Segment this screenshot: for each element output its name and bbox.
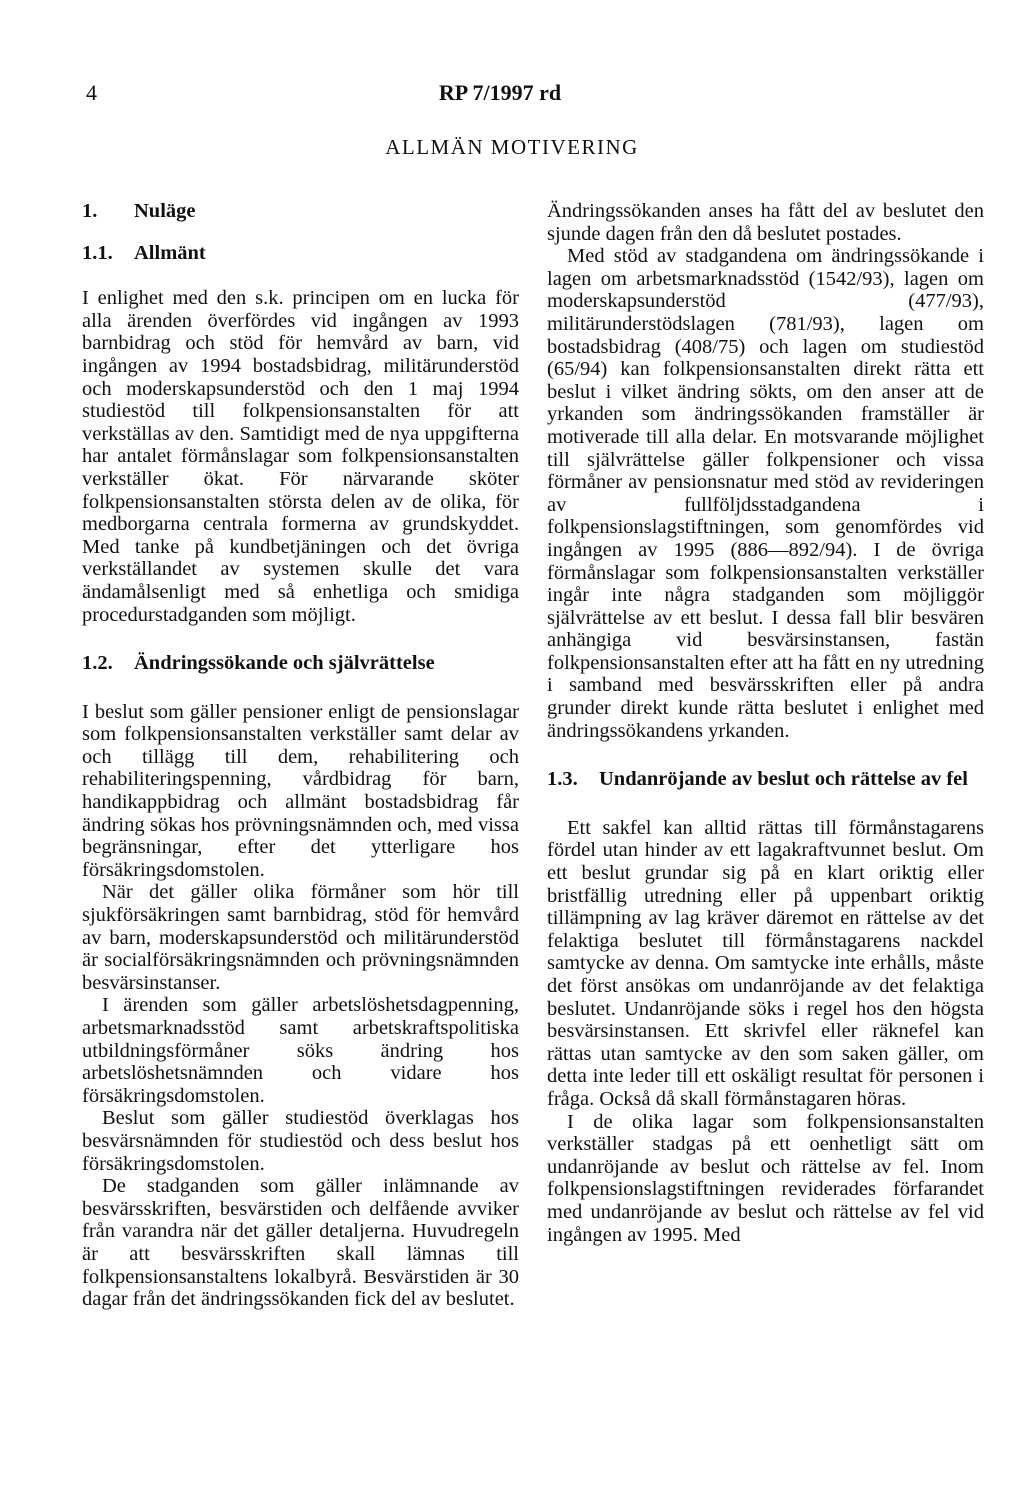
paragraph: Ändringssökanden anses ha fått del av beslutet den sjunde dagen från den då beslutet postades. xyxy=(547,200,984,245)
paragraph: I beslut som gäller pensioner enligt de pensionslagar som folkpensionsanstalten verkställer samt delar av och tillägg till dem, rehabilitering och rehabiliteringspenning, vårdbidrag för barn, handikappbidrag och allmänt bostadsbidrag får ändring sökas hos prövningsnämnden och, med vissa begränsningar, efter det ytterligare hos försäkringsdomstolen. xyxy=(82,700,519,881)
main-heading: ALLMÄN MOTIVERING xyxy=(385,135,639,159)
paragraph: Ett sakfel kan alltid rättas till förmånstagarens fördel utan hinder av ett lagakraftvunnet beslut. Om ett beslut grundar sig på en klart oriktig eller bristfällig utredning eller på uppenbart oriktig tillämpning av lag kräver däremot en rättelse av det felaktiga beslutet till förmånstagarens nackdel samtycke av denna. Om samtycke inte erhålls, måste det först ansökas om undanröjande av det felaktiga beslutet. Undanröjande söks i regel hos den högsta besvärsinstansen. Ett skrivfel eller räknefel kan rättas utan samtycke av den som saken gäller, om detta inte leder till ett oskäligt resultat för personen i fråga. Också då skall förmånstagaren höras. xyxy=(547,816,984,1110)
paragraph: I enlighet med den s.k. principen om en lucka för alla ärenden överfördes vid ingången av 1993 barnbidrag och stöd för hemvård av barn, vid ingången av 1994 bostadsbidrag, militärunderstöd och moderskapsunderstöd och den 1 maj 1994 studiestöd till folkpensionsanstalten för att verkställas av den. Samtidigt med de nya uppgifterna har antalet förmånslagar som folkpensionsanstalten verkställer ökat. För närvarande sköter folkpensionsanstalten största delen av de olika, för medborgarna centrala formerna av grundskyddet. Med tanke på kundbetjäningen och det övriga verkställandet av systemen skulle det vara ändamålsenligt med så enhetliga och smidiga procedurstadganden som möjligt. xyxy=(82,287,519,626)
left-column xyxy=(82,200,519,1311)
paragraph: De stadganden som gäller inlämnande av besvärsskriften, besvärstiden och delfående avviker från varandra när det gäller detaljerna. Huvudregeln är att besvärsskriften skall lämnas till folkpensionsanstaltens lokalbyrå. Besvärstiden är 30 dagar från det ändringssökanden fick del av beslutet. xyxy=(82,1175,519,1311)
section-title: Nuläge xyxy=(134,200,196,222)
paragraph: I de olika lagar som folkpensionsanstalten verkställer stadgas på ett oenhetligt sätt om undanröjande av beslut och rättelse av fel. Inom folkpensionslagstiftningen reviderades förfarandet med undanröjande av beslut och rättelse av fel vid ingången av 1995. Med xyxy=(547,1110,984,1246)
paragraph: I ärenden som gäller arbetslöshetsdagpenning, arbetsmarknadsstöd samt arbetskraftspolitiska utbildningsförmåner söks ändring hos arbetslöshetsnämnden och vidare hos försäkringsdomstolen. xyxy=(82,994,519,1107)
section-number: 1.2. xyxy=(82,652,113,675)
right-column xyxy=(547,200,984,1246)
section-heading-1-1 xyxy=(82,242,519,265)
section-number: 1.1. xyxy=(82,241,113,264)
running-head: RP 7/1997 rd xyxy=(438,80,562,105)
paragraph: Med stöd av stadgandena om ändringssökande i lagen om arbetsmarknadsstöd (1542/93), lagen om moderskapsunderstöd (477/93), militärunderstödslagen (781/93), lagen om bostadsbidrag (408/75) och lagen om studiestöd (65/94) kan folkpensionsanstalten direkt rätta ett beslut i vilket ändring sökts, om den anser att de yrkanden som ändringssökanden framställer är motiverade till alla delar. En motsvarande möjlighet till självrättelse gäller folkpensioner och vissa förmåner av pensionsnatur med stöd av revideringen av fullföljdsstadgandena i folkpensionslagstiftningen, som genomfördes vid ingången av 1995 (886—892/94). I de övriga förmånslagar som folkpensionsanstalten verkställer ingår inte några stadganden som möjliggör självrättelse av ett beslut. I dessa fall blir besvären anhängiga vid besvärsinstansen, fastän folkpensionsanstalten efter att ha fått en ny utredning i samband med besvärsskriften eller på andra grunder direkt kunde rätta beslutet i enlighet med ändringssökandens yrkanden. xyxy=(547,245,984,742)
section-number: 1. xyxy=(82,200,98,222)
section-title: Ändringssökande och självrättelse xyxy=(134,652,435,675)
section-heading-1-3 xyxy=(547,768,984,791)
section-title: Allmänt xyxy=(134,241,206,264)
section-heading-1 xyxy=(82,200,519,223)
section-title: Undanröjande av beslut och rättelse av fel xyxy=(599,768,968,791)
section-heading-1-2 xyxy=(82,652,519,675)
page-number: 4 xyxy=(86,80,97,105)
paragraph: När det gäller olika förmåner som hör till sjukförsäkringen samt barnbidrag, stöd för hemvård av barn, moderskapsunderstöd och militärunderstöd är socialförsäkringsnämnden och prövningsnämnden besvärsinstanser. xyxy=(82,881,519,994)
paragraph: Beslut som gäller studiestöd överklagas hos besvärsnämnden för studiestöd och dess beslut hos försäkringsdomstolen. xyxy=(82,1107,519,1175)
section-number: 1.3. xyxy=(547,768,578,791)
